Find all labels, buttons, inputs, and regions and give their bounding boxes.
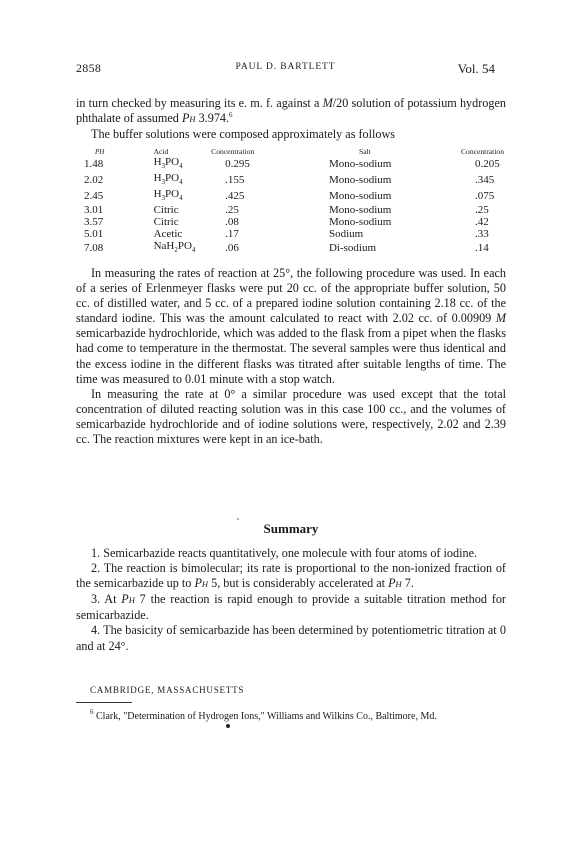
acid-concentration: .425 — [225, 190, 245, 203]
header-acid-concentration: Concentration — [211, 147, 255, 156]
salt-concentration: 0.205 — [474, 158, 500, 171]
ph-value: 3.01 — [84, 204, 104, 217]
footnote-reference: 6 — [229, 111, 233, 120]
salt-name: Sodium — [328, 228, 364, 241]
acid-name: $H_3PO_4$ — [153, 172, 183, 187]
salt-name: Mono-sodium — [328, 204, 392, 217]
header-salt-concentration: Concentration — [460, 147, 504, 156]
table-row — [84, 241, 504, 257]
acid-name: $H_3PO_4$ — [153, 188, 183, 203]
salt-concentration: .345 — [474, 174, 495, 187]
ph-value: 5.01 — [84, 228, 104, 241]
footnote-marker: 6 — [90, 708, 94, 716]
acid-name: $NaH_2PO_4$ — [153, 240, 196, 255]
summary-heading: Summary — [263, 521, 319, 536]
acid-concentration: .155 — [225, 174, 245, 187]
acid-concentration: .08 — [225, 216, 239, 229]
footnote-text: Clark, "Determination of Hydrogen Ions," Williams and Wilkins Co., Baltimore, Md. — [96, 711, 437, 722]
salt-concentration: .33 — [474, 228, 489, 241]
salt-concentration: .14 — [474, 242, 489, 255]
acid-name: $H_3PO_4$ — [153, 156, 183, 171]
salt-name: Mono-sodium — [328, 174, 392, 187]
buffer-composition-table — [84, 147, 504, 257]
table-row — [84, 157, 504, 173]
running-head — [76, 61, 495, 77]
volume-label: Vol. 54 — [457, 61, 495, 76]
header-acid: Acid — [153, 147, 169, 156]
table-row — [84, 189, 504, 205]
salt-name: Mono-sodium — [328, 216, 392, 229]
intro-paragraph: in turn checked by measuring its e. m. f. against a M/20 solution of potassium hydrogen phthalate of assumed PH 3.974.$^6$ — [76, 96, 506, 126]
header-ph: PH — [95, 147, 105, 156]
buffer-intro-paragraph: The buffer solutions were composed approximately as follows — [91, 127, 396, 142]
ph-value: 1.48 — [84, 158, 104, 171]
print-speck — [237, 518, 239, 520]
page-number: 2858 — [76, 61, 102, 75]
affiliation: CAMBRIDGE, MASSACHUSETTS — [90, 685, 245, 695]
summary-list — [76, 546, 506, 654]
rates-0-paragraph: In measuring the rate at 0° a similar procedure was used except that the total concentration of diluted reacting solution was in this case 100 cc., and the volumes of semicarbazide hydrochloride and of iodine solutions were, respectively, 2.02 and 2.39 cc. The reaction mixtures were kept in an ice-bath. — [76, 386, 506, 447]
salt-concentration: .42 — [474, 216, 489, 229]
ph-value: 2.02 — [84, 174, 104, 187]
acid-concentration: .17 — [225, 228, 239, 241]
acid-concentration: .06 — [225, 242, 239, 255]
table-row — [84, 229, 504, 241]
ph-value: 2.45 — [84, 190, 104, 203]
rates-25-paragraph: In measuring the rates of reaction at 25°, the following procedure was used. In each of a series of Erlenmeyer flasks were put 20 cc. of the appropriate buffer solution, 50 cc. of distilled water, and 5 cc. of a prepared iodine solution containing 2.18 cc. of the standard iodine. This was the amount calculated to react with 2.02 cc. of 0.00909 M semicarbazide hydrochloride, which was added to the flask from a pipet when the flasks had come to temperature in the thermostat. The several samples were thus identical and the excess iodine in the different flasks was titrated after suitable lengths of time. The time was measured to 0.01 minute with a stop watch. — [76, 266, 506, 386]
table-row — [84, 205, 504, 217]
footnote — [76, 710, 506, 723]
summary-item: 1. Semicarbazide reacts quantitatively, one molecule with four atoms of iodine. — [91, 546, 478, 560]
ph-value: 7.08 — [84, 242, 104, 255]
acid-concentration: .25 — [225, 204, 239, 217]
print-speck — [226, 724, 230, 728]
salt-name: Mono-sodium — [328, 190, 392, 203]
acid-name: Citric — [153, 204, 179, 217]
salt-name: Mono-sodium — [328, 158, 392, 171]
table-header-row — [84, 147, 504, 157]
table-row — [84, 217, 504, 229]
summary-item: 3. At PH 7 the reaction is rapid enough to provide a suitable titration method for semicarbazide. — [76, 592, 506, 623]
summary-item: 4. The basicity of semicarbazide has been determined by potentiometric titration at 0 and at 24°. — [76, 623, 506, 653]
footnote-divider — [76, 702, 132, 703]
salt-concentration: .075 — [474, 190, 495, 203]
salt-concentration: .25 — [474, 204, 489, 217]
ph-value: 3.57 — [84, 216, 104, 229]
intro-text — [76, 96, 506, 142]
acid-name: Acetic — [153, 228, 183, 241]
acid-name: Citric — [153, 216, 179, 229]
table-body — [84, 157, 504, 257]
summary-item: 2. The reaction is bimolecular; its rate is proportional to the non-ionized fraction of the semicarbazide up to PH 5, but is considerably accelerated at PH 7. — [76, 561, 506, 591]
salt-name: Di-sodium — [328, 242, 377, 255]
methods-text — [76, 266, 506, 447]
header-salt: Salt — [358, 147, 371, 156]
running-head-author: PAUL D. BARTLETT — [235, 62, 336, 72]
table-row — [84, 173, 504, 189]
acid-concentration: 0.295 — [225, 158, 250, 171]
